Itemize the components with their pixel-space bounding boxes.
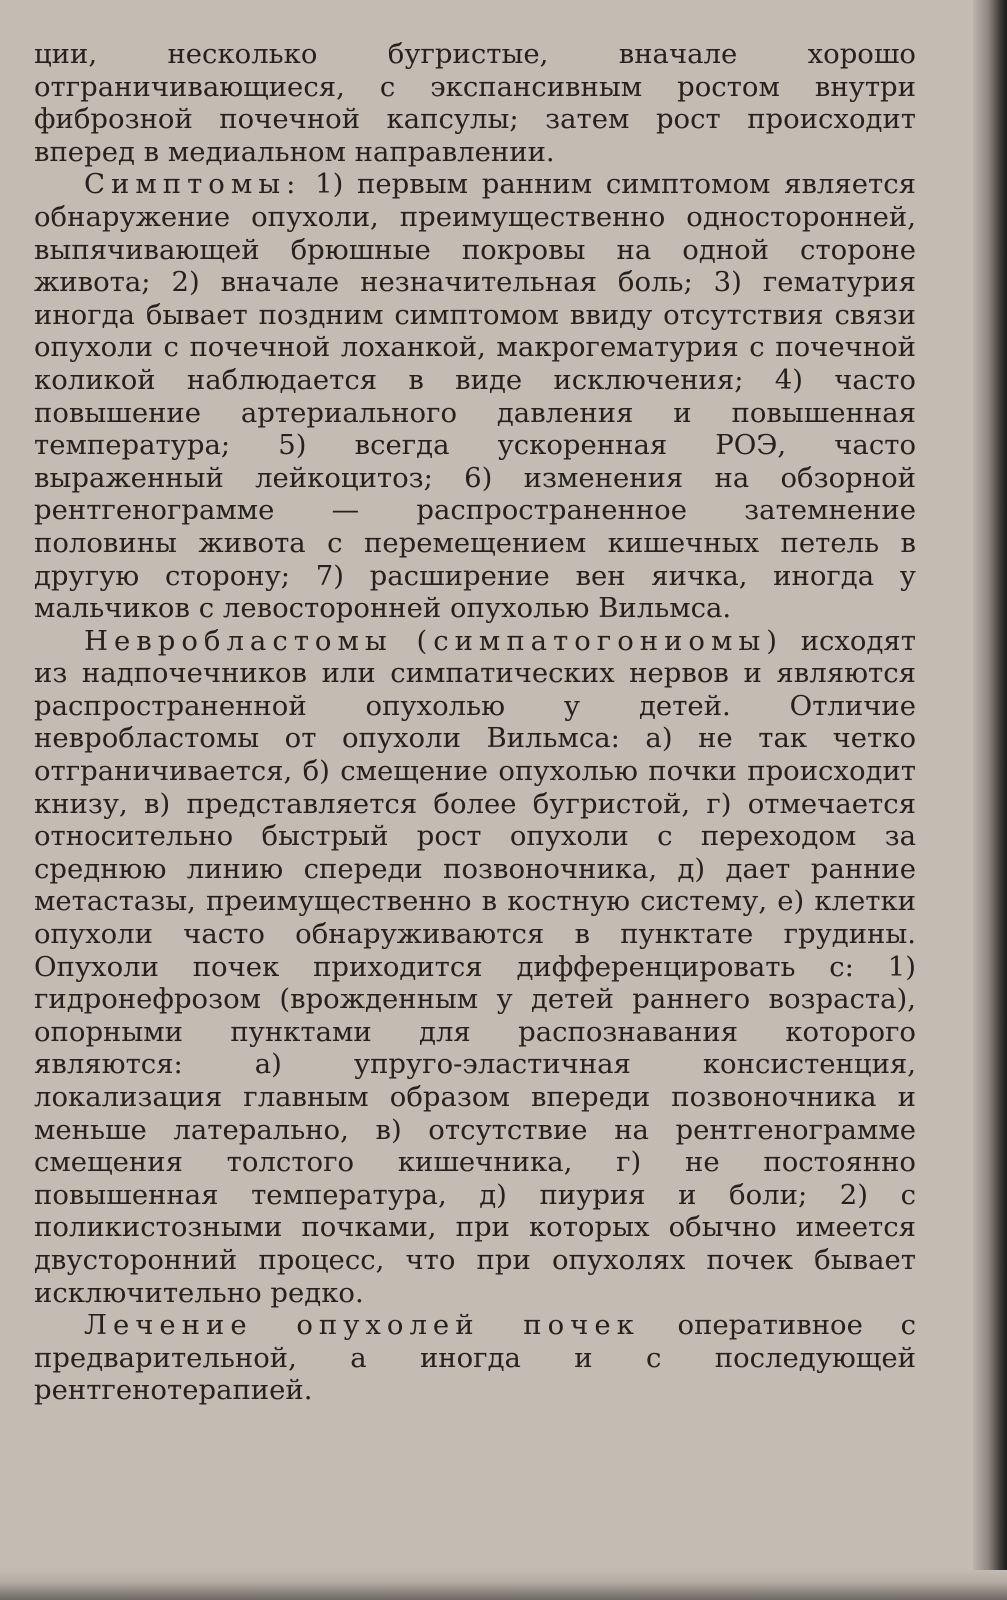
- neuroblastoma-text: исходят из надпочечников или симпатических нервов и являются распространенной опухолью у детей. Отличие невробластомы от опухоли Вильмса: а) не так четко отграничивается, б) смещение опухолью почки происходит книзу, в) представляется более бугристой, г) отмечается относительно быстрый рост опухоли с переходом за среднюю линию спереди позвоночника, д) дает ранние метастазы, преимущественно в костную систему, е) клетки опухоли часто обнаруживаются в пунктате грудины. Опухоли почек приходится дифференцировать с: 1) гидронефрозом (врожденным у детей раннего возраста), опорными пунктами для распознавания которого являются: а) упруго-эластичная консистенция, локализация главным образом впереди позвоночника и меньше латерально, в) отсутствие на рентгенограмме смещения толстого кишечника, г) не постоянно повышенная температура, д) пиурия и боли; 2) с поликистозными почками, при которых обычно имеется двусторонний процесс, что при опухолях почек бывает исключительно редко.: [34, 624, 916, 1309]
- paragraph-treatment: [34, 1309, 916, 1407]
- treatment-text: оперативное с предварительной, а иногда и с последующей рентгенотерапией.: [34, 1309, 916, 1407]
- symptoms-heading: Симптомы:: [84, 168, 302, 201]
- neuroblastoma-heading: Невробластомы (симпатогониомы): [84, 624, 783, 657]
- paragraph-tumor-growth-text: ции, несколько бугристые, вначале хорошо отграничивающиеся, с экспансивным ростом внутри фиброзной почечной капсулы; затем рост происходит вперед в медиальном направлении.: [34, 38, 916, 168]
- page-bottom-edge: [0, 1570, 1007, 1600]
- paragraph-symptoms: [34, 168, 916, 624]
- treatment-heading: Лечение опухолей почек: [84, 1309, 640, 1342]
- paragraph-tumor-growth: [34, 38, 916, 168]
- page-edge-shadow: [973, 0, 1007, 1600]
- symptoms-text: 1) первым ранним симптомом является обнаружение опухоли, преимущественно односторонней, выпячивающей брюшные покровы на одной стороне живота; 2) вначале незначительная боль; 3) гематурия иногда бывает поздним симптомом ввиду отсутствия связи опухоли с почечной лоханкой, макрогематурия с почечной коликой наблюдается в виде исключения; 4) часто повышение артериального давления и повышенная температура; 5) всегда ускоренная РОЭ, часто выраженный лейкоцитоз; 6) изменения на обзорной рентгенограмме — распространенное затемнение половины живота с перемещением кишечных петель в другую сторону; 7) расширение вен яичка, иногда у мальчиков с левосторонней опухолью Вильмса.: [34, 168, 916, 625]
- paragraph-neuroblastoma: [34, 625, 916, 1309]
- page-text: [34, 38, 916, 1407]
